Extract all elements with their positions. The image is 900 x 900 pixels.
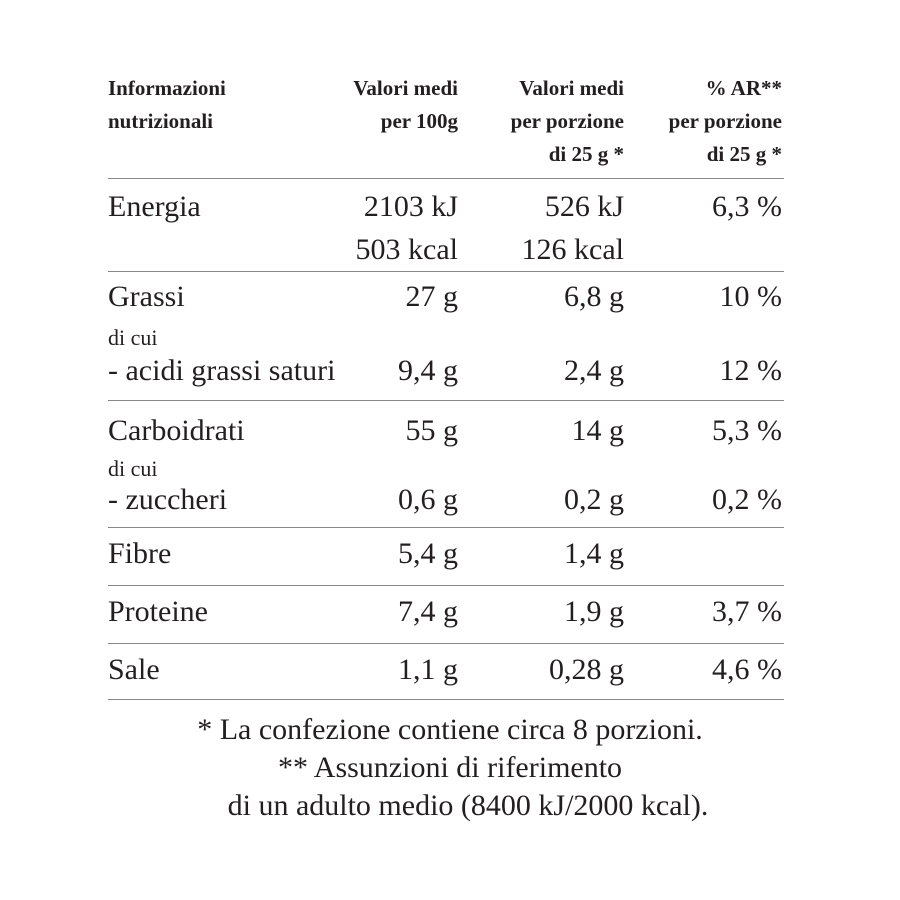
proteine-portion: 1,9 g (564, 595, 624, 628)
saturi-ar: 12 % (719, 354, 782, 387)
grassi-ar: 10 % (719, 280, 782, 313)
carboidrati-100g: 55 g (405, 414, 458, 447)
header-nutrition-info: Informazioni nutrizionali (108, 76, 226, 133)
carboidrati-label: Carboidrati (108, 414, 245, 447)
zuccheri-100g: 0,6 g (398, 483, 458, 516)
grassi-di-cui: di cui (108, 325, 158, 350)
sale-ar: 4,6 % (712, 653, 782, 686)
footnote-reference-intake: ** Assunzioni di riferimento (277, 751, 623, 784)
saturi-100g: 9,4 g (398, 354, 458, 387)
energia-kj-portion: 526 kJ (544, 190, 624, 223)
sale-100g: 1,1 g (398, 653, 458, 686)
sale-portion: 0,28 g (549, 653, 624, 686)
proteine-label: Proteine (108, 595, 208, 628)
carboidrati-di-cui: di cui (108, 456, 158, 481)
carboidrati-ar: 5,3 % (712, 414, 782, 447)
grassi-label: Grassi (108, 280, 185, 313)
row-divider (108, 585, 784, 586)
energia-ar: 6,3 % (712, 190, 782, 223)
saturi-portion: 2,4 g (564, 354, 624, 387)
fibre-100g: 5,4 g (398, 537, 458, 570)
sale-label: Sale (108, 653, 160, 686)
header-per-portion: Valori medi per porzione di 25 g * (510, 76, 624, 166)
zuccheri-label: - zuccheri (108, 483, 228, 516)
fibre-label: Fibre (108, 537, 172, 570)
grassi-portion: 6,8 g (564, 280, 624, 313)
zuccheri-ar: 0,2 % (712, 483, 782, 516)
row-divider (108, 271, 784, 272)
grassi-100g: 27 g (405, 280, 458, 313)
energia-kj-100g: 2103 kJ (363, 190, 458, 223)
row-divider (108, 699, 784, 700)
saturi-label: - acidi grassi saturi (108, 354, 336, 387)
proteine-100g: 7,4 g (398, 595, 458, 628)
header-per-100g: Valori medi per 100g (353, 76, 458, 133)
energia-kcal-portion: 126 kcal (521, 233, 624, 266)
row-divider (108, 643, 784, 644)
row-divider (108, 400, 784, 401)
row-divider (108, 527, 784, 528)
footnote-adult: di un adulto medio (8400 kJ/2000 kcal). (227, 789, 709, 822)
zuccheri-portion: 0,2 g (564, 483, 624, 516)
energia-label: Energia (108, 190, 201, 223)
row-divider (108, 178, 784, 179)
carboidrati-portion: 14 g (571, 414, 624, 447)
fibre-portion: 1,4 g (564, 537, 624, 570)
proteine-ar: 3,7 % (712, 595, 782, 628)
energia-kcal-100g: 503 kcal (355, 233, 458, 266)
header-ar-percent: % AR** per porzione di 25 g * (668, 76, 782, 166)
footnote-portions: * La confezione contiene circa 8 porzioni. (197, 713, 703, 746)
